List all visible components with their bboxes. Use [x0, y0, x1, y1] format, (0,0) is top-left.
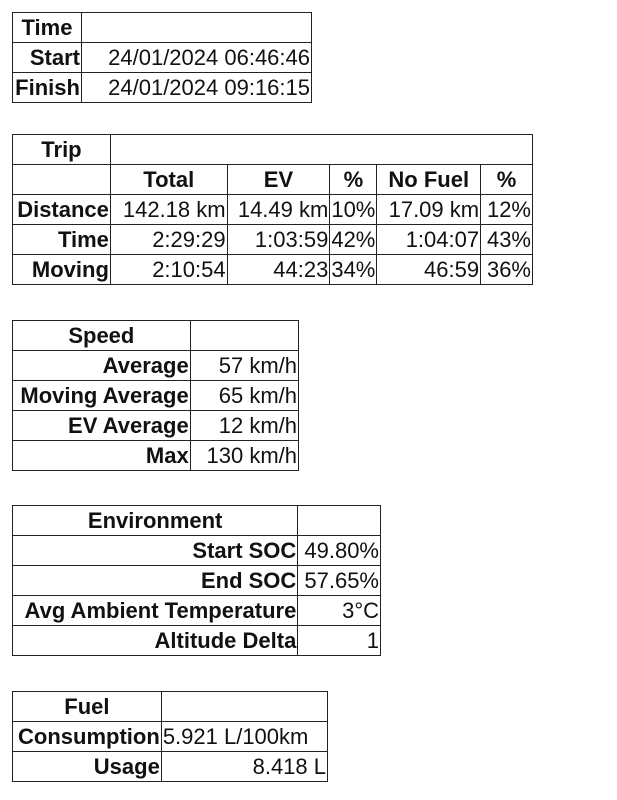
fuel-header-row — [13, 692, 328, 722]
trip-title-empty — [110, 135, 532, 165]
trip-distance-no-fuel-percent: 12% — [481, 195, 533, 225]
fuel-header-empty — [161, 692, 327, 722]
environment-altitude-delta-value: 1 — [298, 626, 381, 656]
trip-header-corner — [13, 165, 111, 195]
fuel-title: Fuel — [13, 692, 162, 722]
time-finish-label: Finish — [13, 73, 82, 103]
time-table — [12, 12, 312, 103]
fuel-row-usage — [13, 752, 328, 782]
trip-table — [12, 134, 533, 285]
speed-moving-average-label: Moving Average — [13, 381, 191, 411]
fuel-table — [12, 691, 328, 782]
trip-distance-no-fuel: 17.09 km — [377, 195, 481, 225]
trip-row-distance — [13, 195, 533, 225]
time-title: Time — [13, 13, 82, 43]
speed-max-label: Max — [13, 441, 191, 471]
trip-row-moving — [13, 255, 533, 285]
environment-altitude-delta-label: Altitude Delta — [13, 626, 298, 656]
speed-row-ev-average — [13, 411, 299, 441]
environment-header-empty — [298, 506, 381, 536]
environment-start-soc-label: Start SOC — [13, 536, 298, 566]
trip-col-ev-percent: % — [330, 165, 377, 195]
trip-moving-no-fuel: 46:59 — [377, 255, 481, 285]
time-header-row — [13, 13, 312, 43]
fuel-usage-value: 8.418 L — [161, 752, 327, 782]
environment-row-end-soc — [13, 566, 381, 596]
trip-time-no-fuel: 1:04:07 — [377, 225, 481, 255]
trip-col-ev: EV — [227, 165, 330, 195]
speed-average-label: Average — [13, 351, 191, 381]
trip-col-total: Total — [110, 165, 227, 195]
speed-row-average — [13, 351, 299, 381]
environment-row-ambient-temperature — [13, 596, 381, 626]
speed-table — [12, 320, 299, 471]
fuel-consumption-value: 5.921 L/100km — [161, 722, 327, 752]
trip-title-row — [13, 135, 533, 165]
time-start-value: 24/01/2024 06:46:46 — [81, 43, 311, 73]
environment-row-start-soc — [13, 536, 381, 566]
environment-table — [12, 505, 381, 656]
environment-row-altitude-delta — [13, 626, 381, 656]
trip-col-no-fuel: No Fuel — [377, 165, 481, 195]
speed-moving-average-value: 65 km/h — [190, 381, 298, 411]
trip-moving-no-fuel-percent: 36% — [481, 255, 533, 285]
speed-ev-average-label: EV Average — [13, 411, 191, 441]
trip-distance-total: 142.18 km — [110, 195, 227, 225]
time-row-start — [13, 43, 312, 73]
trip-moving-ev-percent: 34% — [330, 255, 377, 285]
environment-end-soc-label: End SOC — [13, 566, 298, 596]
time-finish-value: 24/01/2024 09:16:15 — [81, 73, 311, 103]
trip-distance-label: Distance — [13, 195, 111, 225]
speed-title: Speed — [13, 321, 191, 351]
environment-header-row — [13, 506, 381, 536]
speed-average-value: 57 km/h — [190, 351, 298, 381]
speed-row-max — [13, 441, 299, 471]
trip-time-no-fuel-percent: 43% — [481, 225, 533, 255]
speed-header-empty — [190, 321, 298, 351]
environment-ambient-temperature-value: 3°C — [298, 596, 381, 626]
trip-moving-label: Moving — [13, 255, 111, 285]
environment-end-soc-value: 57.65% — [298, 566, 381, 596]
trip-time-total: 2:29:29 — [110, 225, 227, 255]
trip-row-time — [13, 225, 533, 255]
environment-start-soc-value: 49.80% — [298, 536, 381, 566]
trip-moving-total: 2:10:54 — [110, 255, 227, 285]
trip-distance-ev-percent: 10% — [330, 195, 377, 225]
speed-max-value: 130 km/h — [190, 441, 298, 471]
time-header-empty — [81, 13, 311, 43]
fuel-consumption-label: Consumption — [13, 722, 162, 752]
fuel-row-consumption — [13, 722, 328, 752]
trip-time-label: Time — [13, 225, 111, 255]
speed-row-moving-average — [13, 381, 299, 411]
environment-ambient-temperature-label: Avg Ambient Temperature — [13, 596, 298, 626]
trip-title: Trip — [13, 135, 111, 165]
trip-time-ev: 1:03:59 — [227, 225, 330, 255]
trip-moving-ev: 44:23 — [227, 255, 330, 285]
time-row-finish — [13, 73, 312, 103]
speed-header-row — [13, 321, 299, 351]
trip-distance-ev: 14.49 km — [227, 195, 330, 225]
time-start-label: Start — [13, 43, 82, 73]
environment-title: Environment — [13, 506, 298, 536]
fuel-usage-label: Usage — [13, 752, 162, 782]
trip-header-row — [13, 165, 533, 195]
trip-col-no-fuel-percent: % — [481, 165, 533, 195]
speed-ev-average-value: 12 km/h — [190, 411, 298, 441]
trip-time-ev-percent: 42% — [330, 225, 377, 255]
